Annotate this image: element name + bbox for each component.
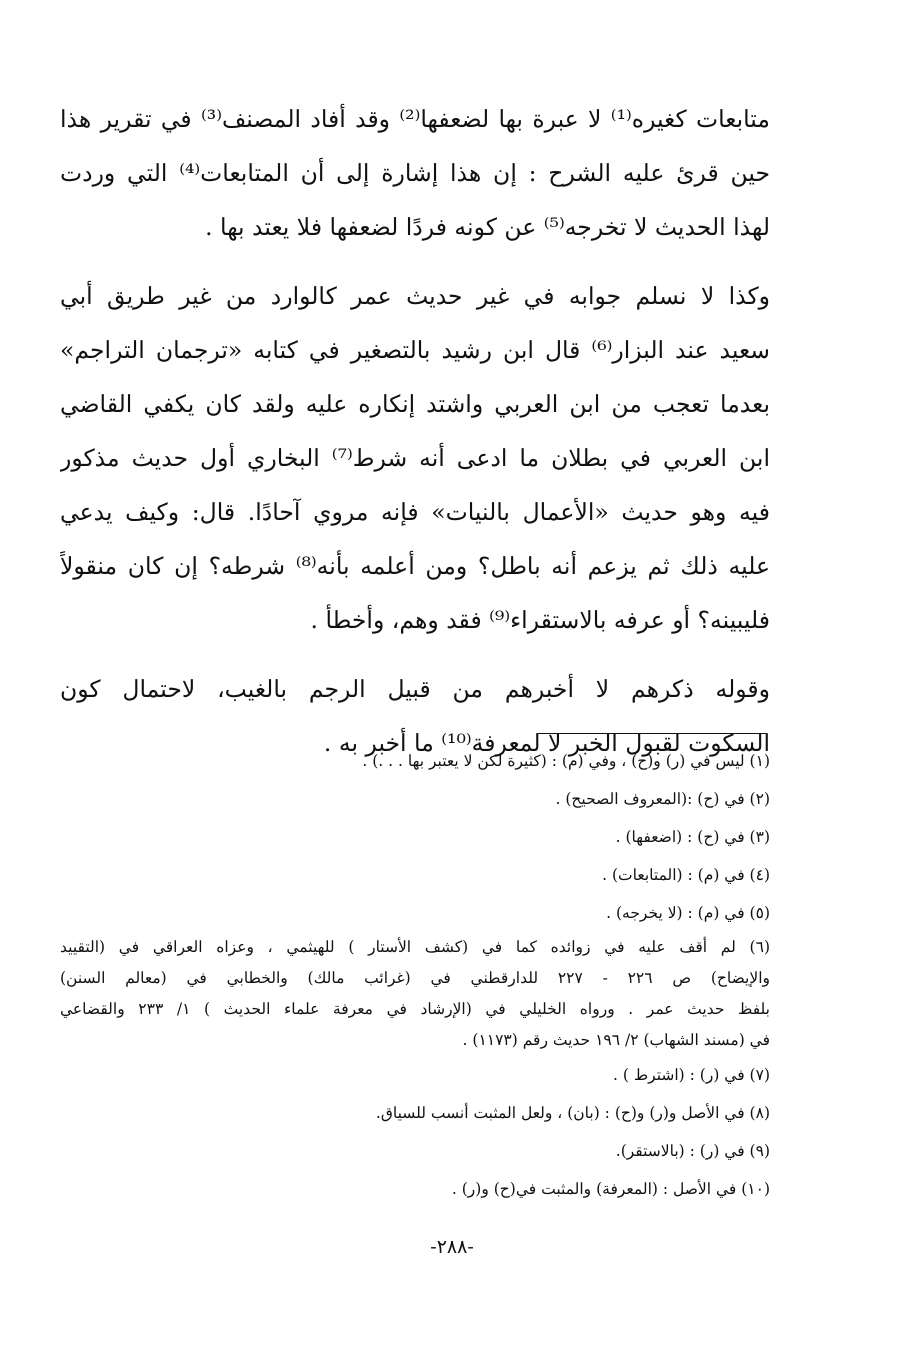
text-line: بعدما تعجب من ابن العربي واشتد إنكاره عليه ولقد كان يكفي القاضي [60, 390, 770, 418]
footnote-2: (٢) في (ح) :(المعروف الصحيح) . [555, 790, 770, 808]
footnote-line: (٦) لم أقف عليه في زوائده كما في (كشف الأستار ) للهيثمي ، وعزاه العراقي في (التقييد [60, 938, 770, 956]
text-line: وكذا لا نسلم جوابه في غير حديث عمر كالوارد من غير طريق أبي [60, 282, 770, 310]
footnote-line: والإيضاح) ص ٢٢٦ - ٢٢٧ للدارقطني في (غرائب مالك) والخطابي في (معالم السنن) [60, 969, 770, 987]
text-line: فليبينه؟ أو عرفه بالاستقراء⁽⁹⁾ فقد وهم، وأخطأ . [310, 606, 770, 634]
text-line: عليه ذلك ثم يزعم أنه باطل؟ ومن أعلمه بأنه⁽⁸⁾ شرطه؟ إن كان منقولاً [60, 552, 770, 580]
footnote-6 [60, 932, 770, 1056]
text-line: ابن العربي في بطلان ما ادعى أنه شرط⁽⁷⁾ البخاري أول حديث مذكور [60, 444, 770, 472]
footnote-separator [538, 733, 766, 734]
footnote-10: (١٠) في الأصل : (المعرفة) والمثبت في(ح) و(ر) . [451, 1180, 770, 1198]
text-line: حين قرئ عليه الشرح : إن هذا إشارة إلى أن المتابعات⁽⁴⁾ التي وردت [60, 159, 770, 187]
footnotes [60, 742, 770, 1208]
text-line: السكوت لقبول الخبر لا لمعرفة⁽¹⁰⁾ ما أخبر به . [323, 729, 770, 757]
footnote-8: (٨) في الأصل و(ر) و(ح) : (بان) ، ولعل المثبت أنسب للسياق. [375, 1104, 770, 1122]
text-line: لهذا الحديث لا تخرجه⁽⁵⁾ عن كونه فردًا لضعفها فلا يعتد بها . [205, 213, 770, 241]
footnote-5: (٥) في (م) : (لا يخرجه) . [606, 904, 770, 922]
main-text [60, 92, 770, 770]
text-line: فيه وهو حديث «الأعمال بالنيات» فإنه مروي آحادًا. قال: وكيف يدعي [60, 498, 770, 526]
footnote-7: (٧) في (ر) : (اشترط ) . [612, 1066, 770, 1084]
footnote-4: (٤) في (م) : (المتابعات) . [602, 866, 770, 884]
text-line: متابعات كغيره⁽¹⁾ لا عبرة بها لضعفها⁽²⁾ وقد أفاد المصنف⁽³⁾ في تقرير هذا [60, 105, 770, 133]
footnote-9: (٩) في (ر) : (بالاستقر). [615, 1142, 770, 1160]
footnote-3: (٣) في (ح) : (اضعفها) . [615, 828, 770, 846]
paragraph-1 [60, 92, 770, 254]
text-line: وقوله ذكرهم لا أخبرهم من قبيل الرجم بالغيب، لاحتمال كون [60, 675, 770, 703]
footnote-1: (١) ليس في (ر) و(ح) ، وفي (م) : (كثيرة لكن لا يعتبر بها . . .) . [362, 752, 770, 770]
page-number: -٢٨٨- [430, 1236, 474, 1258]
footnote-line: في (مسند الشهاب) ٢/ ١٩٦ حديث رقم (١١٧٣) . [462, 1031, 770, 1049]
text-line: سعيد عند البزار⁽⁶⁾ قال ابن رشيد بالتصغير في كتابه «ترجمان التراجم» [60, 336, 770, 364]
footnote-line: بلفظ حديث عمر . ورواه الخليلي في (الإرشاد في معرفة علماء الحديث ) ١/ ٢٣٣ والقضاعي [60, 1000, 770, 1018]
paragraph-2 [60, 269, 770, 647]
